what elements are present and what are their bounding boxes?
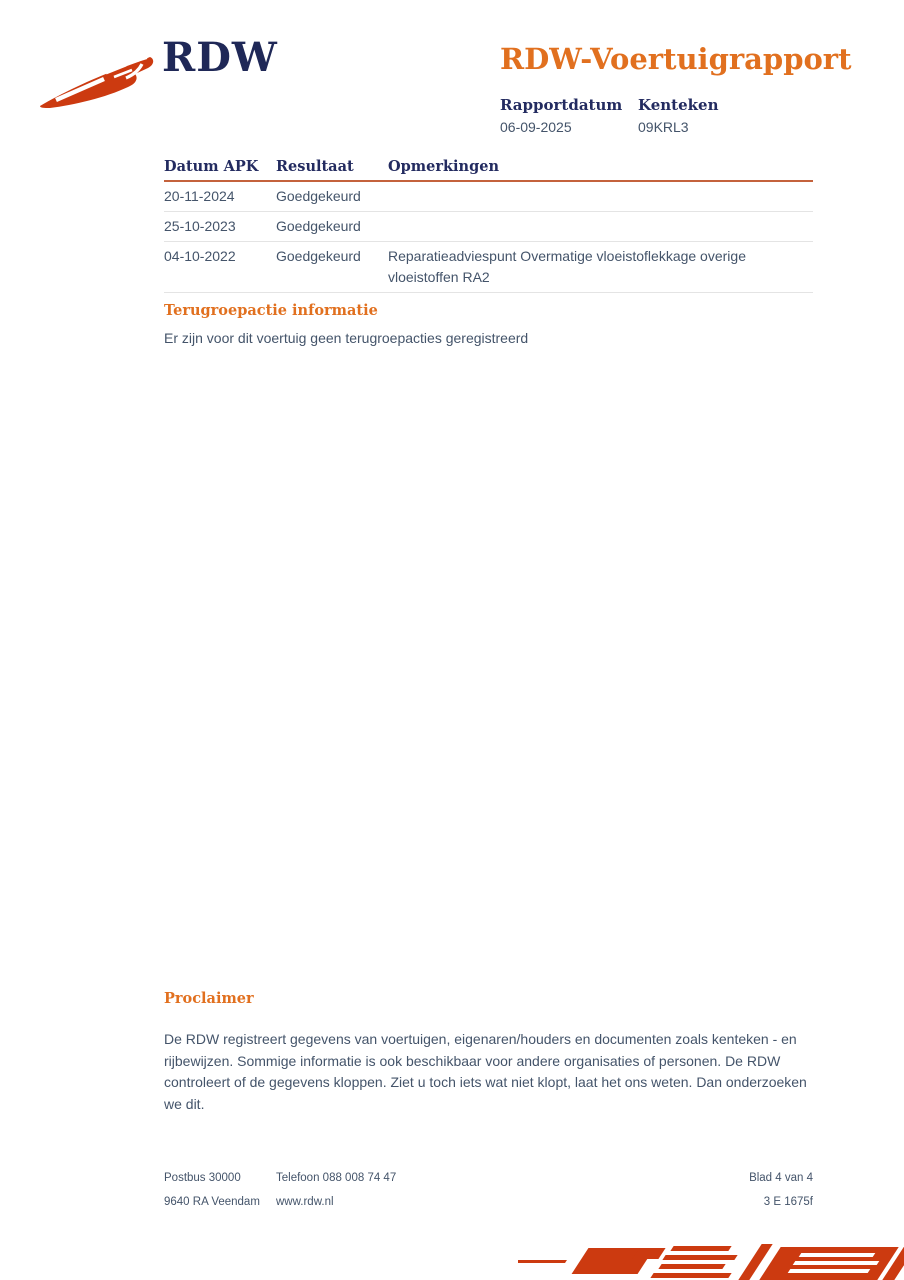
recall-section-body: Er zijn voor dit voertuig geen terugroepacties geregistreerd [164,330,529,346]
proclaimer-heading: Proclaimer [164,990,254,1007]
cell-opmerkingen [388,212,813,241]
page-footer [164,1172,813,1208]
column-header-resultaat: Resultaat [276,158,354,175]
stripe [670,1246,731,1251]
stripe [658,1264,725,1269]
footer-doc-code: 3 E 1675f [763,1196,813,1208]
table-row [164,182,813,212]
footer-address-line1: Postbus 30000 [164,1172,241,1184]
cell-datum: 20-11-2024 [164,188,235,204]
speed-stripes-graphic-icon [518,1244,904,1280]
footer-phone: Telefoon 088 008 74 47 [276,1172,397,1184]
cell-datum: 04-10-2022 [164,248,236,264]
apk-history-table [164,158,813,293]
cell-resultaat: Goedgekeurd [276,218,361,234]
proclaimer-section [164,990,819,1115]
report-date-value: 06-09-2025 [500,119,572,135]
cell-resultaat: Goedgekeurd [276,248,361,264]
stripe [662,1255,737,1260]
report-meta [500,96,718,135]
report-date-block [500,96,623,135]
cell-resultaat: Goedgekeurd [276,188,361,204]
page-title: RDW-Voertuigrapport [500,42,852,76]
rdw-wordmark: RDW [162,34,278,81]
stripe [650,1273,731,1278]
recall-section-heading: Terugroepactie informatie [164,302,378,319]
footer-address-line2: 9640 RA Veendam [164,1196,260,1208]
stripe-gap [788,1269,871,1273]
footer-page-indicator: Blad 4 van 4 [749,1172,813,1184]
stripe [632,1248,665,1259]
rdw-feather-logo-icon [38,50,162,120]
column-header-datum-apk: Datum APK [164,158,259,175]
table-body [164,182,813,293]
cell-datum: 25-10-2023 [164,218,236,234]
license-plate-block [638,96,718,135]
license-plate-value: 09KRL3 [638,119,689,135]
stripe [518,1260,567,1263]
proclaimer-body: De RDW registreert gegevens van voertuigen, eigenaren/houders en documenten zoals kenteken - en rijbewijzen. Sommige informatie is ook beschikbaar voor andere organisaties of personen. De RDW controleert of de gegevens kloppen. Ziet u toch iets wat niet klopt, laat het ons weten. Dan onderzoeken we dit. [164,1031,807,1112]
table-row [164,212,813,242]
license-plate-label: Kenteken [638,96,719,114]
recall-section [164,302,819,350]
report-date-label: Rapportdatum [500,96,623,114]
cell-opmerkingen [388,182,813,211]
cell-opmerkingen: Reparatieadviespunt Overmatige vloeistoflekkage overige vloeistoffen RA2 [388,248,746,285]
table-header-row [164,158,813,182]
footer-website: www.rdw.nl [276,1196,334,1208]
column-header-opmerkingen: Opmerkingen [388,158,499,175]
table-row [164,242,813,293]
stripe-gap [793,1261,880,1265]
stripe-gap [799,1253,876,1257]
